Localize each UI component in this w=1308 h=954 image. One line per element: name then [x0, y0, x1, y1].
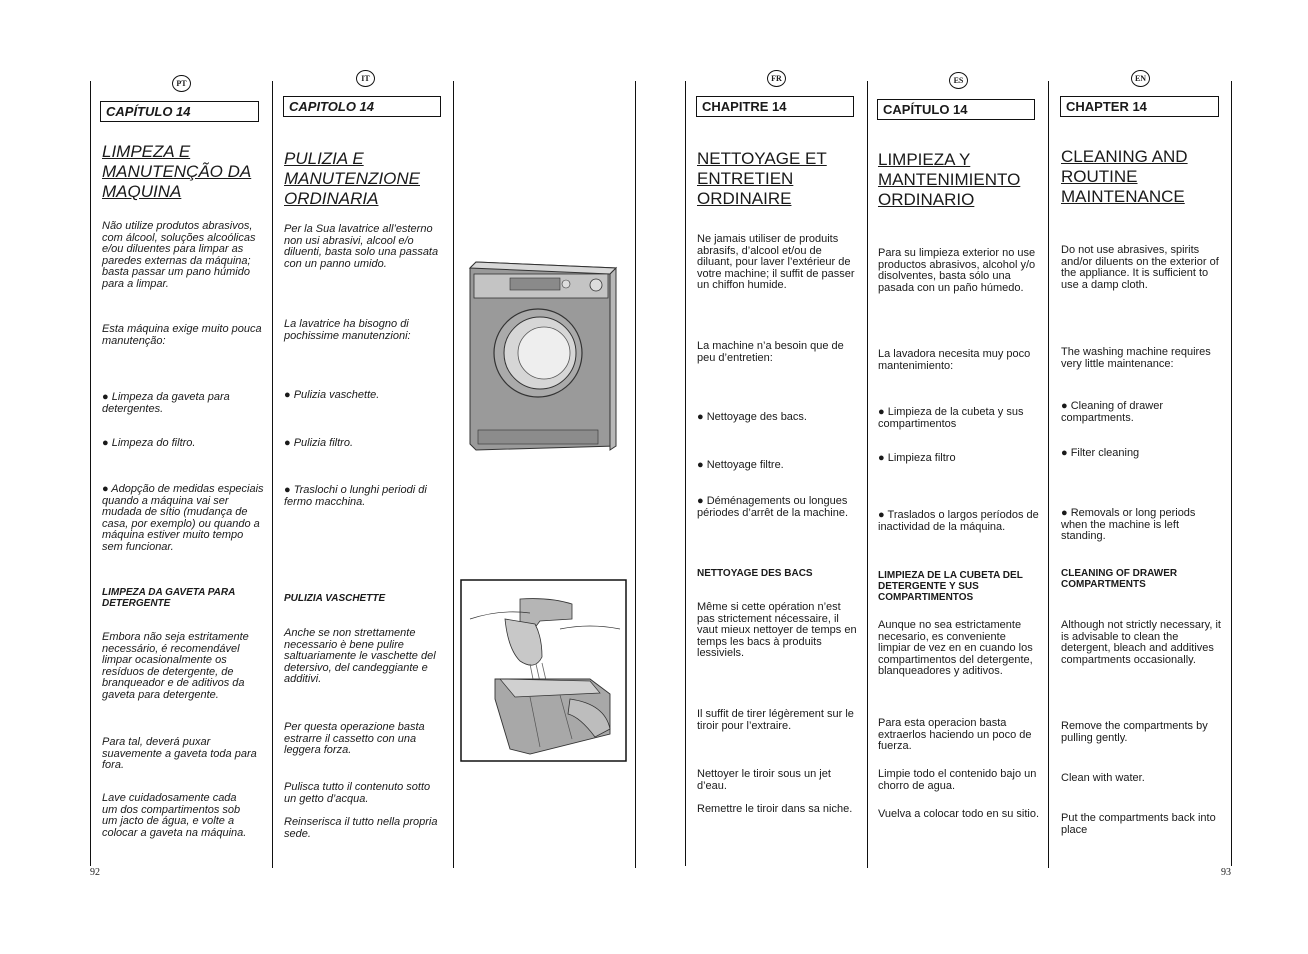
- paragraph-fr-6: Remettre le tiroir dans sa niche.: [697, 803, 853, 815]
- bullet-it-3: ● Traslochi o lunghi periodi di fermo macchina.: [284, 484, 427, 508]
- language-badge-fr: FR: [767, 70, 786, 87]
- paragraph-en-2: The washing machine requires very little maintenance:: [1061, 346, 1211, 370]
- bullet-it-2: ● Pulizia filtro.: [284, 437, 353, 449]
- section-title-es: LIMPIEZA Y MANTENIMIENTO ORDINARIO: [878, 150, 1021, 209]
- paragraph-pt-3: Embora não seja estritamente necessário, é recomendável limpar ocasionalmente os resíduos de detergente, de branqueador e de aditivos da gaveta para detergente.: [102, 631, 249, 701]
- column-rule: [272, 81, 273, 868]
- chapter-box-en: CHAPTER 14: [1060, 96, 1219, 117]
- bullet-it-1: ● Pulizia vaschette.: [284, 389, 380, 401]
- section-title-pt: LIMPEZA E MANUTENÇÃO DA MAQUINA: [102, 142, 252, 201]
- paragraph-es-4: Para esta operacion basta extraerlos haciendo un poco de fuerza.: [878, 717, 1032, 753]
- paragraph-fr-4: Il suffit de tirer légèrement sur le tiroir pour l’extraire.: [697, 708, 854, 732]
- column-rule: [453, 81, 454, 868]
- paragraph-en-3: Although not strictly necessary, it is advisable to clean the detergent, bleach and additives compartments occasionally.: [1061, 619, 1221, 666]
- paragraph-pt-5: Lave cuidadosamente cada um dos compartimentos sob um jacto de água, e volte a colocar a gaveta na máquina.: [102, 792, 247, 839]
- subheading-fr: NETTOYAGE DES BACS: [697, 568, 813, 579]
- drawer-cleaning-illustration: [460, 579, 627, 762]
- language-badge-en: EN: [1131, 70, 1150, 87]
- column-rule: [1048, 81, 1049, 868]
- bullet-fr-3: ● Déménagements ou longues périodes d’arrêt de la machine.: [697, 495, 849, 519]
- column-rule: [90, 81, 91, 866]
- column-rule: [1231, 81, 1232, 866]
- section-title-fr: NETTOYAGE ET ENTRETIEN ORDINAIRE: [697, 149, 827, 208]
- paragraph-es-5: Limpie todo el contenido bajo un chorro de agua.: [878, 768, 1037, 792]
- bullet-fr-2: ● Nettoyage filtre.: [697, 459, 784, 471]
- page-number-right: 93: [1221, 867, 1231, 878]
- bullet-es-2: ● Limpieza filtro: [878, 452, 956, 464]
- paragraph-es-2: La lavadora necesita muy poco mantenimiento:: [878, 348, 1031, 372]
- paragraph-es-1: Para su limpieza exterior no use productos abrasivos, alcohol y/o disolventes, basta sólo una pasada con un paño húmedo.: [878, 247, 1036, 294]
- bullet-en-2: ● Filter cleaning: [1061, 447, 1140, 459]
- paragraph-pt-2: Esta máquina exige muito pouca manutenção:: [102, 323, 262, 347]
- paragraph-pt-1: Não utilize produtos abrasivos, com álcool, soluções alcoólicas e/ou diluentes para limpar as paredes externas da máquina; basta passar um pano húmido para a limpar.: [102, 220, 256, 290]
- paragraph-pt-4: Para tal, deverá puxar suavemente a gaveta toda para fora.: [102, 736, 257, 772]
- paragraph-fr-5: Nettoyer le tiroir sous un jet d’eau.: [697, 768, 831, 792]
- language-badge-pt: PT: [172, 75, 191, 92]
- subheading-en: CLEANING OF DRAWER COMPARTMENTS: [1061, 568, 1178, 590]
- bullet-es-3: ● Traslados o largos períodos de inactividad de la máquina.: [878, 509, 1039, 533]
- chapter-box-es: CAPÍTULO 14: [877, 99, 1035, 120]
- paragraph-en-1: Do not use abrasives, spirits and/or diluents on the exterior of the appliance. It is sufficient to use a damp cloth.: [1061, 244, 1219, 291]
- subheading-pt: LIMPEZA DA GAVETA PARA DETERGENTE: [102, 587, 235, 609]
- column-rule: [635, 81, 636, 868]
- bullet-pt-3: ● Adopção de medidas especiais quando a máquina vai ser mudada de sítio (mudança de casa, por exemplo) ou quando a máquina estiver muito tempo sem funcionar.: [102, 483, 264, 553]
- paragraph-it-4: Per questa operazione basta estrarre il cassetto con una leggera forza.: [284, 721, 425, 757]
- paragraph-it-3: Anche se non strettamente necessario è bene pulire saltuariamente le vaschette del detersivo, del candeggiante e additivi.: [284, 627, 436, 686]
- chapter-box-it: CAPITOLO 14: [283, 96, 441, 117]
- column-rule: [867, 81, 868, 868]
- bullet-pt-2: ● Limpeza do filtro.: [102, 437, 196, 449]
- paragraph-it-2: La lavatrice ha bisogno di pochissime manutenzioni:: [284, 318, 411, 342]
- paragraph-fr-2: La machine n’a besoin que de peu d’entretien:: [697, 340, 844, 364]
- subheading-it: PULIZIA VASCHETTE: [284, 593, 386, 604]
- column-rule: [685, 81, 686, 866]
- chapter-box-pt: CAPÍTULO 14: [100, 101, 259, 122]
- bullet-en-3: ● Removals or long periods when the machine is left standing.: [1061, 507, 1196, 543]
- washing-machine-illustration: [466, 258, 618, 453]
- bullet-en-1: ● Cleaning of drawer compartments.: [1061, 400, 1164, 424]
- bullet-fr-1: ● Nettoyage des bacs.: [697, 411, 807, 423]
- subheading-es: LIMPIEZA DE LA CUBETA DEL DETERGENTE Y SUS COMPARTIMENTOS: [878, 570, 1023, 603]
- paragraph-it-6: Reinserisca il tutto nella propria sede.: [284, 816, 438, 840]
- chapter-box-fr: CHAPITRE 14: [696, 96, 854, 117]
- section-title-it: PULIZIA E MANUTENZIONE ORDINARIA: [284, 149, 420, 208]
- paragraph-en-4: Remove the compartments by pulling gently.: [1061, 720, 1208, 744]
- paragraph-it-1: Per la Sua lavatrice all’esterno non usi abrasivi, alcool e/o diluenti, basta solo una passata con un panno umido.: [284, 223, 439, 270]
- section-title-en: CLEANING AND ROUTINE MAINTENANCE: [1061, 147, 1188, 206]
- page-number-left: 92: [90, 867, 100, 878]
- bullet-es-1: ● Limpieza de la cubeta y sus compartimentos: [878, 406, 1024, 430]
- language-badge-it: IT: [356, 70, 375, 87]
- paragraph-fr-1: Ne jamais utiliser de produits abrasifs, d’alcool et/ou de diluant, pour laver l’extérieur de votre machine; il suffit de passer un chiffon humide.: [697, 233, 855, 292]
- paragraph-en-5: Clean with water.: [1061, 772, 1145, 784]
- paragraph-es-3: Aunque no sea estrictamente necesario, es conveniente limpiar de vez en en cuando los compartimentos del detergente, blanqueadores y aditivos.: [878, 619, 1033, 678]
- paragraph-it-5: Pulisca tutto il contenuto sotto un getto d’acqua.: [284, 781, 431, 805]
- paragraph-fr-3: Même si cette opération n’est pas strictement nécessaire, il vaut mieux nettoyer de temps en temps les bacs à produits lessiviels.: [697, 601, 857, 660]
- paragraph-en-6: Put the compartments back into place: [1061, 812, 1216, 836]
- language-badge-es: ES: [949, 72, 968, 89]
- bullet-pt-1: ● Limpeza da gaveta para detergentes.: [102, 391, 230, 415]
- paragraph-es-6: Vuelva a colocar todo en su sitio.: [878, 808, 1040, 820]
